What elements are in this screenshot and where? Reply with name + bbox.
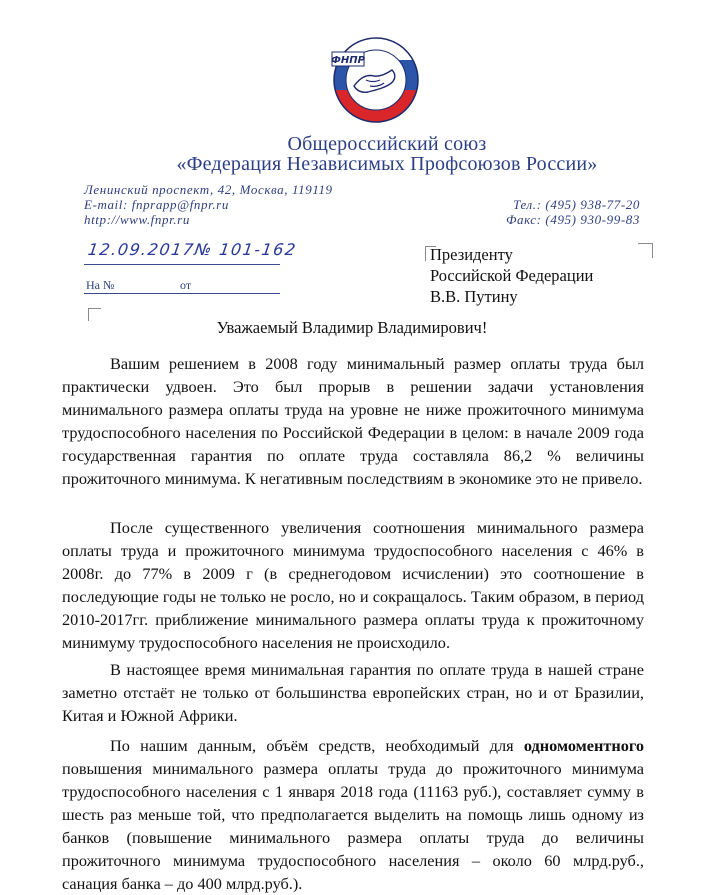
reg-number-handwritten: 12.09.2017№ 101-162 (86, 240, 299, 259)
salutation: Уважаемый Владимир Владимирович! (216, 318, 488, 337)
addressee-block (430, 244, 593, 307)
fnpr-logo-icon (330, 30, 422, 126)
email[interactable]: E-mail: fnprapp@fnpr.ru (84, 197, 229, 212)
paragraph-4-rest: повышения минимального размера оплаты труда до прожиточного минимума трудоспособного населения с 1 января 2018 года (11163 руб.), составляет сумму в шесть раз меньше той, что предполагается выделить на помощь лишь одному из банков (повышение минимального размера оплаты труда до величины прожиточного минимума трудоспособного населения – около 60 млрд.руб., санация банка – до 400 млрд.руб.). (62, 759, 644, 893)
paragraph-1: Вашим решением в 2008 году минимальный размер оплаты труда был практически удвоен. Это был прорыв в решении задачи установления минимального размера оплаты труда на уровне не ниже прожиточного минимума трудоспособного населения по Российской Федерации в целом: в начале 2009 года государственная гарантия по оплате труда составляла 86,2 % величины прожиточного минимума. К негативным последствиям в экономике это не привело. (62, 354, 644, 488)
reference-number-label: На № (86, 278, 115, 292)
paragraph-4-emphasis: одномоментного (523, 736, 644, 755)
reference-date-label: от (180, 278, 192, 292)
paragraph-2: После существенного увеличения соотношения минимального размера оплаты труда и прожиточного минимума трудоспособного населения с 46% в 2008г. до 77% в 2009 г (в среднегодовом исчислении) это соотношение в последующие годы не только не росло, но и сокращалось. Таким образом, в период 2010-2017гг. приближение минимального размера оплаты труда к прожиточному минимуму трудоспособного населения не происходило. (62, 518, 644, 652)
website[interactable]: http://www.fnpr.ru (84, 212, 190, 227)
phone: Тел.: (495) 938-77-20 (513, 197, 640, 212)
paragraph-3: В настоящее время минимальная гарантия по оплате труда в нашей стране заметно отстаёт не только от большинства европейских стран, но и от Бразилии, Китая и Южной Африки. (62, 660, 644, 725)
org-title-line2: «Федерация Независимых Профсоюзов России» (176, 153, 598, 175)
fax: Факс: (495) 930-99-83 (505, 212, 640, 227)
address-corner-mark-right (638, 243, 653, 258)
address: Ленинский проспект, 42, Москва, 119119 (84, 182, 333, 197)
paragraph-4-start: По нашим данным, объём средств, необходимый для (110, 736, 524, 755)
addressee-line1: Президенту (430, 245, 513, 264)
paragraph-4 (62, 734, 644, 895)
addressee-line2: Российской Федерации (430, 266, 594, 285)
addressee-line3: В.В. Путину (430, 287, 518, 306)
org-title-line1: Общероссийский союз (287, 133, 487, 155)
logo-abbr: ФНПР (331, 55, 365, 66)
